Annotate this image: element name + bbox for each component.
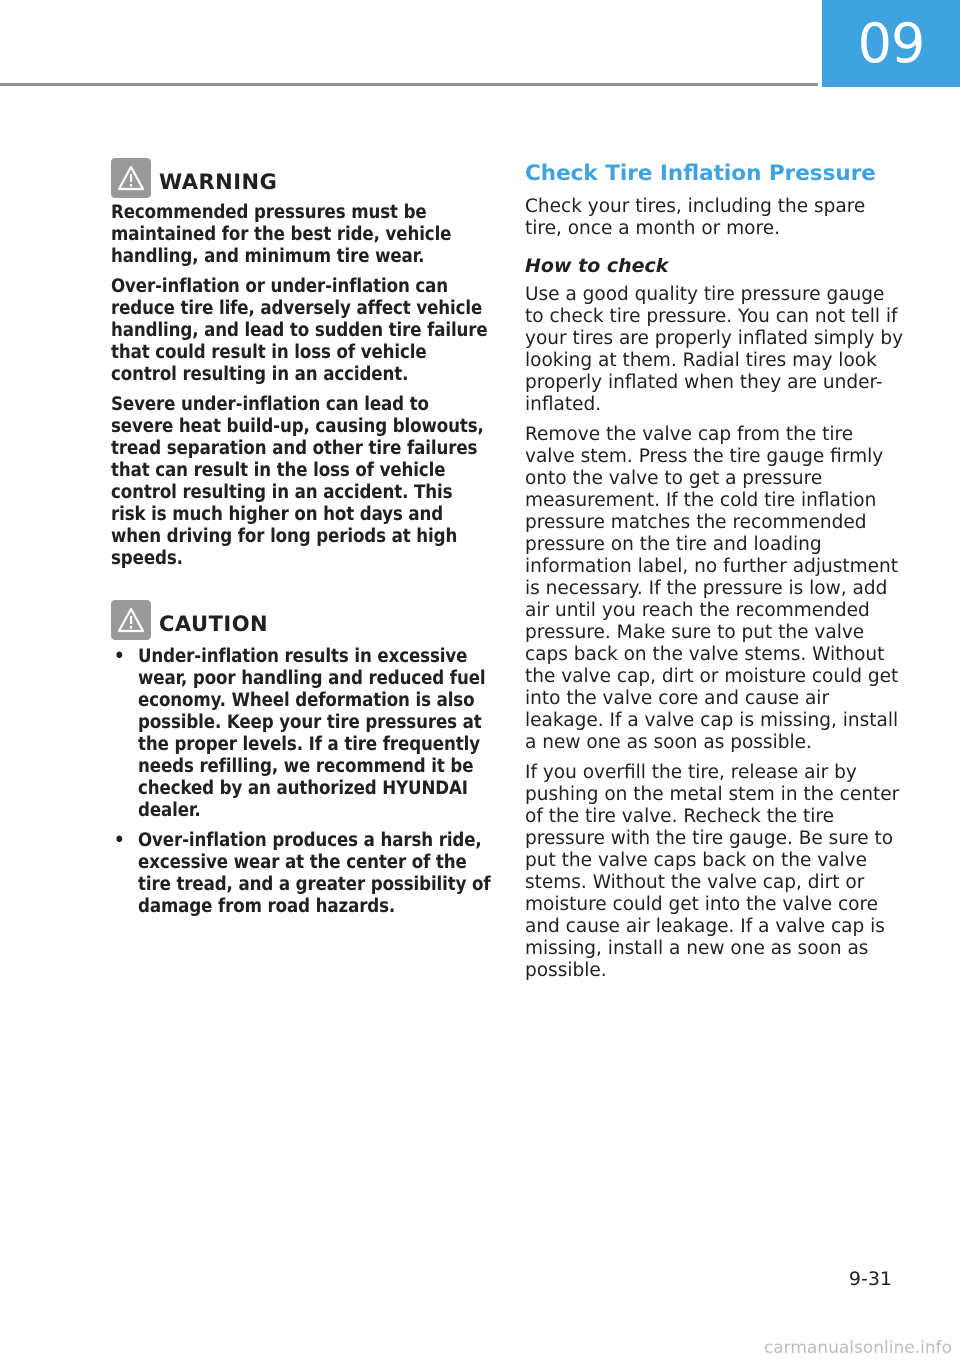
body-paragraph: Use a good quality tire pressure gauge to check tire pressure. You can not tell if your tires are properly inflated simply by looking at them. Radial tires may look properly inflated when they are under-inflated. — [525, 284, 904, 415]
page-number: 9-31 — [848, 1268, 892, 1290]
warning-paragraph: Over-inflation or under-inflation can reduce tire life, adversely affect vehicle handling, and lead to sudden tire failure that could result in loss of vehicle control resulting in an accident. — [111, 276, 488, 385]
body-paragraph: If you overfill the tire, release air by pushing on the metal stem in the center of the tire valve. Recheck the tire pressure with the tire gauge. Be sure to put the valve caps back on the valve stems. Without the valve cap, dirt or moisture could get into the valve core and cause air leakage. If a valve cap is missing, install a new one as soon as possible. — [525, 762, 900, 981]
body-paragraph: Remove the valve cap from the tire valve stem. Press the tire gauge firmly onto the valve to get a pressure measurement. If the cold tire inflation pressure matches the recommended pressure on the tire and loading information label, no further adjustment is necessary. If the pressure is low, add air until you reach the recommended pressure. Make sure to put the valve caps back on the valve stems. Without the valve cap, dirt or moisture could get into the valve core and cause air leakage. If a valve cap is missing, install a new one as soon as possible. — [525, 424, 899, 753]
right-column — [525, 158, 905, 990]
warning-triangle-icon — [111, 600, 151, 640]
section-intro: Check your tires, including the spare tire, once a month or more. — [525, 196, 866, 239]
section-heading: Check Tire Inflation Pressure — [525, 161, 876, 186]
warning-triangle-icon — [111, 158, 151, 198]
warning-box — [111, 158, 491, 570]
warning-paragraph: Recommended pressures must be maintained for the best ride, vehicle handling, and minimum tire wear. — [111, 202, 452, 267]
warning-header — [111, 158, 491, 198]
watermark: carmanualsonline.info — [763, 1338, 952, 1358]
warning-title: WARNING — [159, 170, 278, 194]
caution-header — [111, 600, 491, 640]
caution-list — [111, 646, 491, 918]
caution-bullet: • Under-inflation results in excessive wear, poor handling and reduced fuel economy. Wheel deformation is also possible. Keep your tire pressures at the proper levels. If a tire frequently needs refilling, we recommend it be checked by an authorized HYUNDAI dealer. — [111, 646, 491, 822]
warning-paragraph: Severe under-inflation can lead to severe heat build-up, causing blowouts, tread separation and other tire failures that can result in the loss of vehicle control resulting in an accident. This risk is much higher on hot days and when driving for long periods at high speeds. — [111, 394, 484, 569]
header-rule — [0, 83, 818, 86]
caution-box — [111, 600, 491, 918]
left-column — [111, 158, 491, 926]
sub-heading: How to check — [525, 255, 669, 277]
caution-bullet: • Over-inflation produces a harsh ride, excessive wear at the center of the tire tread, and a greater possibility of damage from road hazards. — [111, 830, 491, 918]
caution-title: CAUTION — [159, 612, 269, 636]
chapter-tab: 09 — [822, 0, 960, 87]
